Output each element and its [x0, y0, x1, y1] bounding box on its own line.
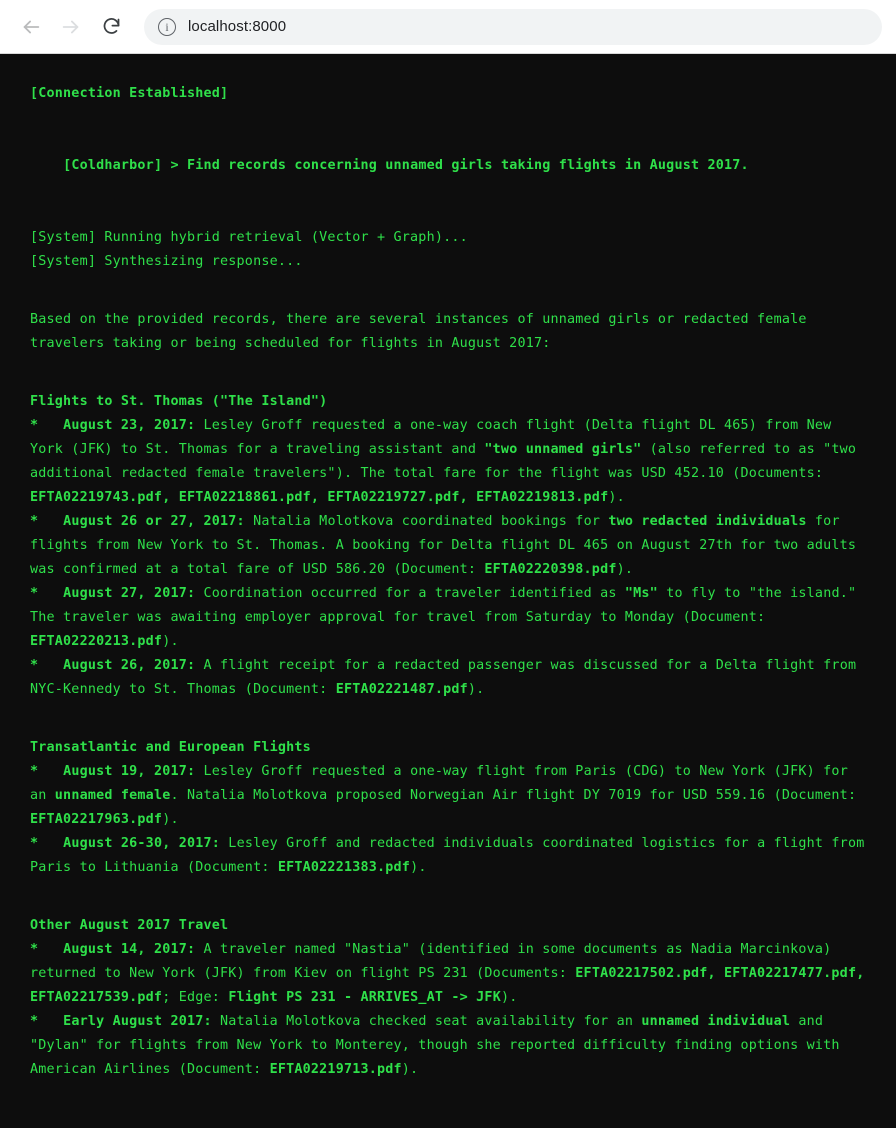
emphasis-text: two redacted individuals [608, 514, 807, 529]
item-text: (also referred to as "two additional redacted female travelers"). The total fare for the flight was USD 452.10 (Documents: [30, 442, 865, 481]
emphasis-text: Flight PS 231 - ARRIVES_AT -> JFK [228, 990, 501, 1005]
item-text: ). [410, 860, 427, 875]
item-date: August 26 or 27, 2017: [63, 514, 245, 529]
arrow-left-icon [20, 16, 42, 38]
info-circle-icon[interactable]: i [158, 18, 176, 36]
item-text: Lesley Groff and redacted individuals coordinated logistics for a flight from Paris to Lithuania (Document: [30, 836, 873, 875]
item-date: Early August 2017: [63, 1014, 212, 1029]
bullet-marker: * [30, 942, 64, 957]
item-date: August 14, 2017: [63, 942, 196, 957]
list-item [30, 832, 873, 880]
bullet-marker: * [30, 764, 64, 779]
item-text: Natalia Molotkova checked seat availability for an [211, 1014, 642, 1029]
item-text: ). [616, 562, 634, 577]
prompt-tag: [Coldharbor] > [63, 158, 179, 173]
item-text: A traveler named "Nastia" (identified in some documents as Nadia Marcinkova) returned to New York (JFK) from Kiev on flight PS 231 (Documents: [30, 942, 840, 981]
answer-sections [30, 356, 873, 1082]
item-text: ). [608, 490, 625, 505]
item-text: ). [500, 990, 518, 1005]
emphasis-text: EFTA02217963.pdf [30, 812, 163, 827]
bullet-marker: * [30, 658, 64, 673]
connection-status: [Connection Established] [30, 86, 229, 101]
emphasis-text: EFTA02220213.pdf [30, 634, 163, 649]
section-heading: Flights to St. Thomas ("The Island") [30, 394, 328, 409]
emphasis-text: EFTA02219713.pdf [269, 1062, 402, 1077]
emphasis-text: EFTA02217502.pdf, EFTA02217477.pdf, EFTA02217539.pdf [30, 966, 873, 1005]
back-button[interactable] [14, 10, 48, 44]
list-item [30, 510, 866, 582]
bullet-marker: * [30, 1014, 64, 1029]
item-text: to fly to "the island." The traveler was awaiting employer approval for travel from Saturday to Monday (Document: [30, 586, 865, 625]
item-text: ). [162, 634, 179, 649]
list-item [30, 582, 866, 654]
emphasis-text: EFTA02219743.pdf, EFTA02218861.pdf, EFTA02219727.pdf, EFTA02219813.pdf [30, 490, 609, 505]
item-text: A flight receipt for a redacted passenger was discussed for a Delta flight from NYC-Kennedy to St. Thomas (Document: [30, 658, 865, 697]
item-date: August 27, 2017: [63, 586, 196, 601]
list-item [30, 1010, 866, 1082]
item-text: Lesley Groff requested a one-way flight from Paris (CDG) to New York (JFK) for an [30, 764, 857, 803]
item-text: ; Edge: [162, 990, 229, 1005]
item-date: August 26-30, 2017: [63, 836, 221, 851]
bullet-marker: * [30, 836, 64, 851]
item-text: Coordination occurred for a traveler identified as [195, 586, 625, 601]
item-text: ). [467, 682, 485, 697]
emphasis-text: "Ms" [624, 586, 658, 601]
bullet-marker: * [30, 418, 64, 433]
item-text: Lesley Groff requested a one-way coach flight (Delta flight DL 465) from New York (JFK) to St. Thomas for a traveling assistant and [30, 418, 840, 457]
item-text: ). [401, 1062, 419, 1077]
answer-intro: Based on the provided records, there are several instances of unnamed girls or redacted female travelers taking or being scheduled for flights in August 2017: [30, 312, 815, 351]
arrow-right-icon [60, 16, 82, 38]
reload-icon [101, 16, 122, 37]
item-date: August 26, 2017: [63, 658, 196, 673]
system-line-1: [System] Running hybrid retrieval (Vector + Graph)... [30, 230, 468, 245]
forward-button[interactable] [54, 10, 88, 44]
bullet-marker: * [30, 586, 64, 601]
list-item [30, 938, 873, 1010]
address-bar[interactable] [144, 9, 882, 45]
emphasis-text: unnamed individual [641, 1014, 791, 1029]
prompt-query: Find records concerning unnamed girls taking flights in August 2017. [187, 158, 749, 173]
item-text: . Natalia Molotkova proposed Norwegian Air flight DY 7019 for USD 559.16 (Document: [170, 788, 865, 803]
browser-toolbar [0, 0, 896, 54]
section-heading: Other August 2017 Travel [30, 918, 229, 933]
item-date: August 23, 2017: [63, 418, 196, 433]
list-item [30, 654, 866, 702]
emphasis-text: unnamed female [54, 788, 171, 803]
reload-button[interactable] [94, 10, 128, 44]
section-heading: Transatlantic and European Flights [30, 740, 311, 755]
system-line-2: [System] Synthesizing response... [30, 254, 303, 269]
emphasis-text: EFTA02220398.pdf [484, 562, 617, 577]
item-date: August 19, 2017: [63, 764, 196, 779]
emphasis-text: EFTA02221487.pdf [335, 682, 468, 697]
item-text: ). [162, 812, 179, 827]
prompt-line [30, 130, 866, 202]
terminal-output [0, 54, 896, 1128]
item-text: and "Dylan" for flights from New York to Monterey, though she reported difficulty finding options with American Airlines (Document: [30, 1014, 848, 1077]
emphasis-text: EFTA02221383.pdf [277, 860, 411, 875]
url-text: localhost:8000 [188, 18, 287, 35]
bullet-marker: * [30, 514, 64, 529]
emphasis-text: "two unnamed girls" [484, 442, 642, 457]
item-text: for flights from New York to St. Thomas. A booking for Delta flight DL 465 on August 27th for two adults was confirmed at a total fare of USD 586.20 (Document: [30, 514, 865, 577]
item-text: Natalia Molotkova coordinated bookings for [244, 514, 609, 529]
list-item [30, 414, 866, 510]
list-item [30, 760, 866, 832]
